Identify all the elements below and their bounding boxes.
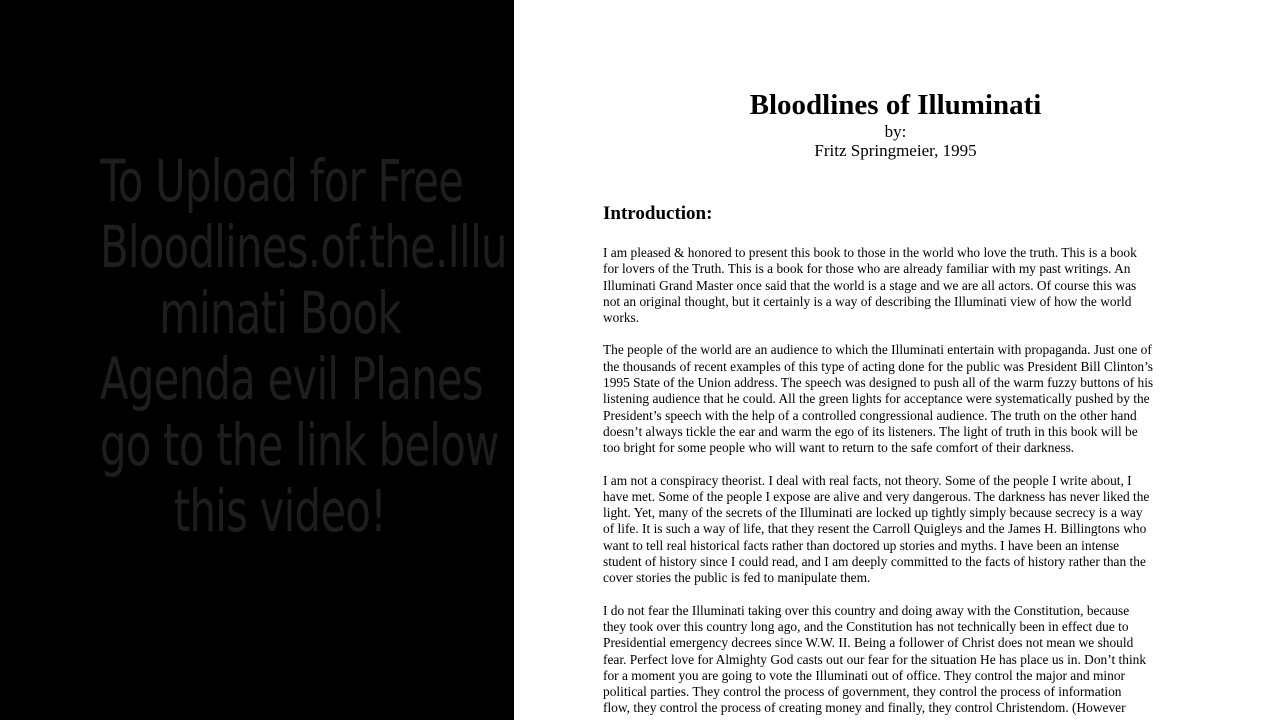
document-content: [603, 88, 1188, 717]
video-overlay-panel: [0, 0, 514, 720]
paragraph-line: I am pleased & honored to present this book to those in the world who love the truth. This is a book: [603, 245, 1137, 260]
overlay-line: this video!: [173, 477, 387, 545]
paragraph-line: they took over this country long ago, and the Constitution has not technically been in effect due to: [603, 618, 1129, 634]
document-title: Bloodlines of Illuminati: [749, 89, 1042, 121]
overlay-line: minati Book: [159, 279, 401, 347]
paragraph-line: I do not fear the Illuminati taking over this country and doing away with the Constitution, because: [603, 602, 1130, 618]
paragraph: [603, 473, 1188, 587]
overlay-line: Agenda evil Planes: [100, 345, 483, 413]
paragraph-line: have met. Some of the people I expose are alive and very dangerous. The darkness has never liked the: [603, 488, 1150, 504]
paragraph-line: 1995 State of the Union address. The speech was designed to push all of the warm fuzzy buttons of his: [603, 375, 1154, 391]
document-byline: by:: [884, 122, 907, 141]
paragraph: [603, 603, 1188, 717]
document-author: Fritz Springmeier, 1995: [814, 141, 977, 160]
paragraph-line: Illuminati Grand Master once said that the world is a stage and we are all actors. Of course this was: [603, 277, 1137, 293]
paragraph-line: cover stories the public is fed to manipulate them.: [603, 570, 871, 586]
paragraph-line: President’s speech with the help of a controlled congressional audience. The truth on the other hand: [603, 407, 1137, 423]
paragraph-line: Presidential emergency decrees since W.W. II. Being a follower of Christ does not mean we should: [603, 635, 1134, 651]
paragraph-line: student of history since I could read, and I am deeply committed to the facts of history rather than the: [603, 554, 1146, 570]
paragraph-line: for a moment you are going to vote the Illuminati out of office. They control the major and minor: [603, 667, 1125, 683]
overlay-line: Bloodlines.of.the.Illu: [100, 213, 507, 281]
paragraph-line: works.: [603, 310, 640, 326]
section-heading: Introduction:: [603, 203, 713, 224]
paragraph-line: not an original thought, but it certainly is a way of describing the Illuminati view of how the world: [603, 293, 1132, 309]
overlay-line: go to the link below: [100, 411, 499, 479]
paragraph-line: political parties. They control the process of government, they control the process of information: [603, 684, 1122, 700]
paragraph-line: for lovers of the Truth. This is a book for those who are already familiar with my past writings. An: [603, 261, 1131, 277]
paragraph: [603, 245, 1188, 326]
paragraph-line: listening audience that he could. All the green lights for acceptance were systematically pushed by the: [603, 391, 1150, 407]
paragraph-line: the thousands of recent examples of this type of acting done for the public was President Bill Clinton’s: [603, 358, 1154, 374]
overlay-line: To Upload for Free: [100, 147, 464, 215]
paragraph-line: fear. Perfect love for Almighty God casts out our fear for the situation He has place us in. Don’t think: [603, 651, 1147, 667]
paragraph-line: want to tell real historical facts rather than doctored up stories and myths. I have been an intense: [603, 537, 1120, 553]
paragraph-line: light. Yet, many of the secrets of the Illuminati are locked up tightly simply because secrecy is a way: [603, 505, 1143, 521]
paragraph-line: too bright for some people who will want to return to the safe comfort of their darkness.: [603, 440, 1075, 456]
paragraph-line: of life. It is such a way of life, that they resent the Carroll Quigleys and the James H. Billingtons who: [603, 521, 1147, 537]
paragraph: [603, 342, 1188, 456]
paragraph-line: doesn’t always tickle the ear and warm the ego of its listeners. The light of truth in this book will be: [603, 423, 1138, 439]
paragraph-line: The people of the world are an audience to which the Illuminati entertain with propaganda. Just one of: [603, 342, 1152, 358]
paragraph-line: flow, they control the process of creating money and finally, they control Christendom. (However: [603, 700, 1126, 716]
overlay-caption: [100, 147, 507, 545]
paragraph-line: I am not a conspiracy theorist. I deal with real facts, not theory. Some of the people I write about, I: [603, 472, 1132, 488]
document-page: [514, 0, 1280, 720]
body-text: [603, 245, 1188, 717]
